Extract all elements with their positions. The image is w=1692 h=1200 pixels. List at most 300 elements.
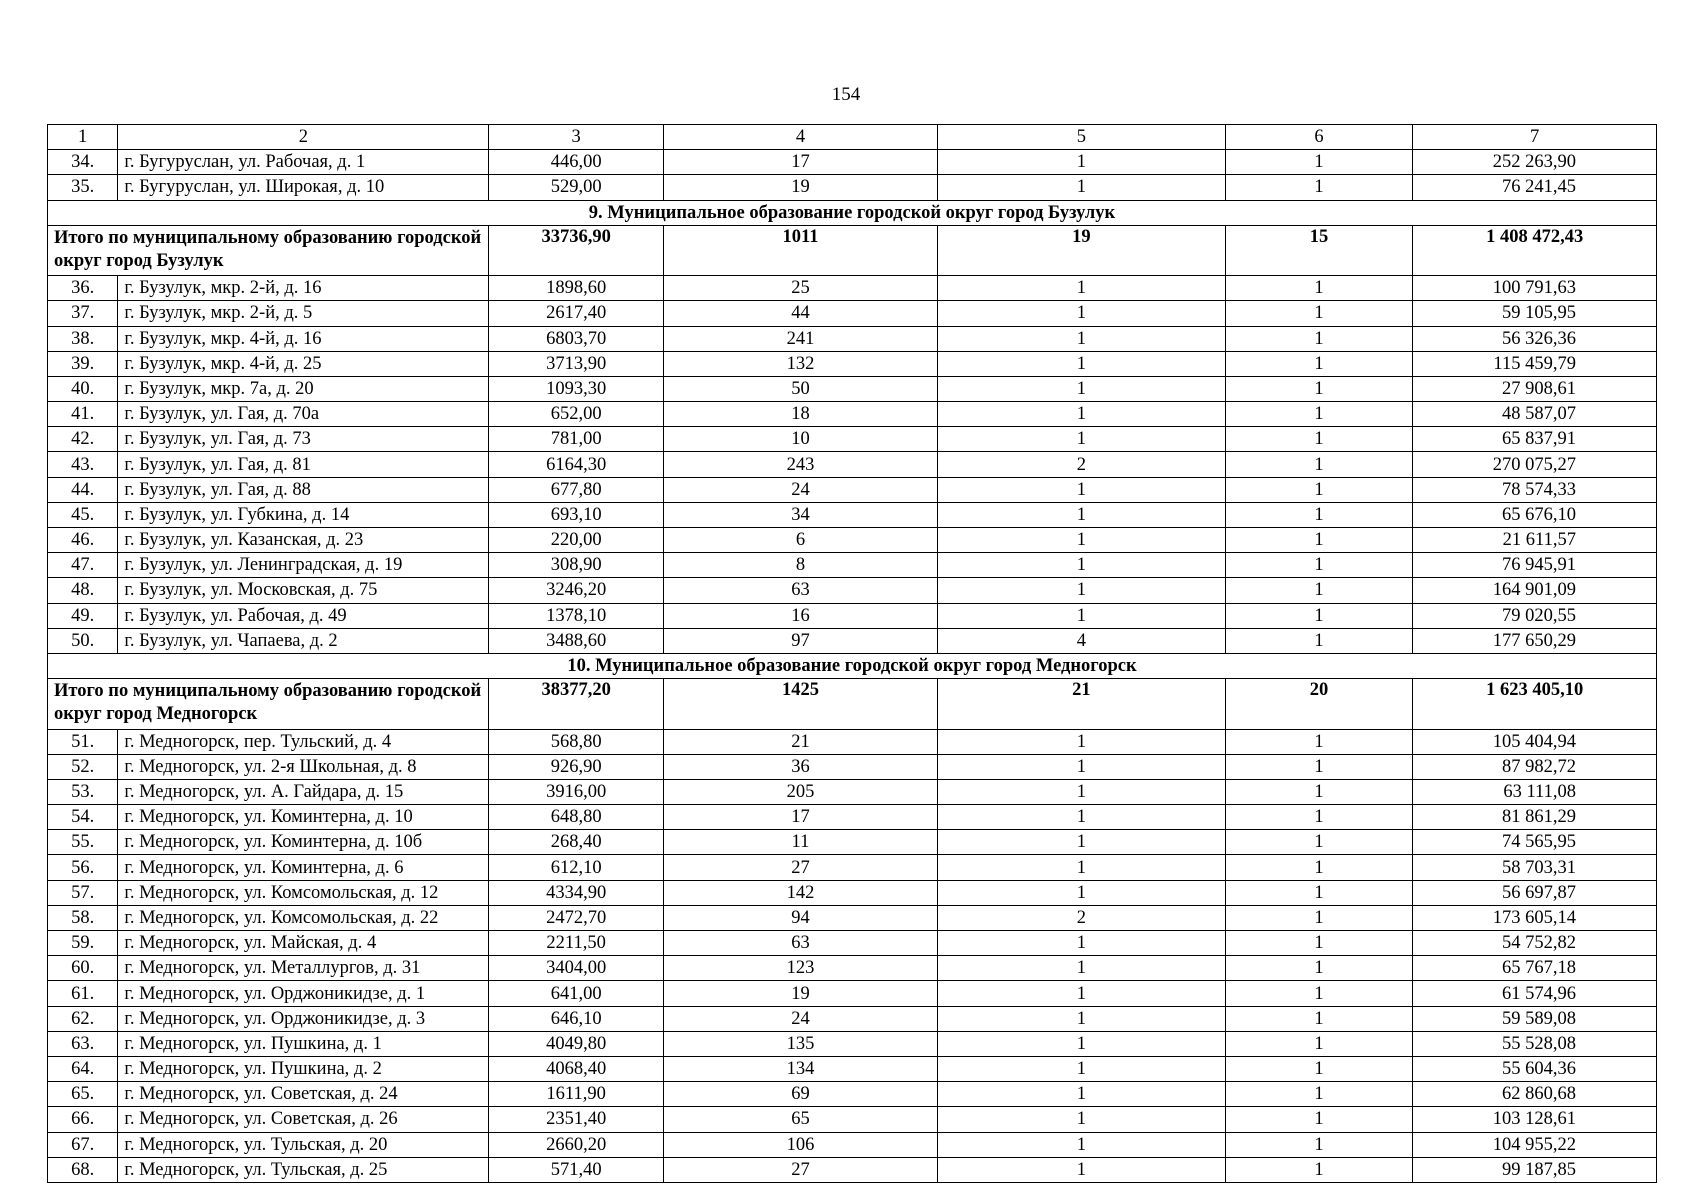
total-value-cell: 15 [1225, 225, 1413, 275]
count-cell: 1 [1225, 779, 1413, 804]
area-cell: 677,80 [489, 477, 663, 502]
table-row [48, 402, 1657, 427]
row-number-cell: 58. [48, 905, 118, 930]
residents-cell: 19 [663, 175, 937, 200]
row-number-cell: 57. [48, 880, 118, 905]
count-cell: 1 [1225, 528, 1413, 553]
address-cell: г. Бугуруслан, ул. Широкая, д. 10 [118, 175, 489, 200]
amount-cell: 65 837,91 [1413, 427, 1657, 452]
count-cell: 1 [1225, 603, 1413, 628]
area-cell: 3916,00 [489, 779, 663, 804]
count-cell: 1 [1225, 855, 1413, 880]
address-cell: г. Медногорск, ул. Комсомольская, д. 12 [118, 880, 489, 905]
area-cell: 2660,20 [489, 1132, 663, 1157]
table-row [48, 578, 1657, 603]
area-cell: 2351,40 [489, 1107, 663, 1132]
table-body [48, 125, 1657, 1183]
amount-cell: 59 105,95 [1413, 301, 1657, 326]
residents-cell: 27 [663, 855, 937, 880]
count-cell: 1 [1225, 150, 1413, 175]
residents-cell: 135 [663, 1031, 937, 1056]
table-row [48, 603, 1657, 628]
table-row [48, 754, 1657, 779]
housing-table [47, 124, 1657, 1183]
table-row [48, 956, 1657, 981]
total-value-cell: 38377,20 [489, 679, 663, 729]
row-number-cell: 66. [48, 1107, 118, 1132]
table-row [48, 301, 1657, 326]
count-cell: 1 [1225, 1132, 1413, 1157]
residents-cell: 44 [663, 301, 937, 326]
count-cell: 1 [938, 931, 1226, 956]
row-number-cell: 44. [48, 477, 118, 502]
amount-cell: 252 263,90 [1413, 150, 1657, 175]
table-row [48, 805, 1657, 830]
table-row [48, 528, 1657, 553]
count-cell: 1 [1225, 553, 1413, 578]
count-cell: 1 [1225, 1031, 1413, 1056]
address-cell: г. Медногорск, ул. Пушкина, д. 2 [118, 1056, 489, 1081]
row-number-cell: 48. [48, 578, 118, 603]
area-cell: 2472,70 [489, 905, 663, 930]
total-value-cell: 21 [938, 679, 1226, 729]
table-row [48, 452, 1657, 477]
address-cell: г. Бузулук, мкр. 4-й, д. 25 [118, 351, 489, 376]
address-cell: г. Бузулук, ул. Гая, д. 88 [118, 477, 489, 502]
address-cell: г. Бузулук, мкр. 2-й, д. 5 [118, 301, 489, 326]
count-cell: 1 [1225, 326, 1413, 351]
row-number-cell: 45. [48, 502, 118, 527]
area-cell: 646,10 [489, 1006, 663, 1031]
count-cell: 1 [938, 1082, 1226, 1107]
row-number-cell: 38. [48, 326, 118, 351]
table-row [48, 1132, 1657, 1157]
count-cell: 1 [1225, 905, 1413, 930]
row-number-cell: 65. [48, 1082, 118, 1107]
table-row [48, 1082, 1657, 1107]
amount-cell: 100 791,63 [1413, 276, 1657, 301]
area-cell: 2617,40 [489, 301, 663, 326]
amount-cell: 78 574,33 [1413, 477, 1657, 502]
count-cell: 1 [938, 1107, 1226, 1132]
residents-cell: 123 [663, 956, 937, 981]
count-cell: 1 [938, 603, 1226, 628]
count-cell: 1 [938, 729, 1226, 754]
row-number-cell: 52. [48, 754, 118, 779]
count-cell: 1 [1225, 805, 1413, 830]
residents-cell: 132 [663, 351, 937, 376]
count-cell: 1 [1225, 502, 1413, 527]
area-cell: 926,90 [489, 754, 663, 779]
residents-cell: 69 [663, 1082, 937, 1107]
area-cell: 3404,00 [489, 956, 663, 981]
table-row [48, 779, 1657, 804]
residents-cell: 11 [663, 830, 937, 855]
count-cell: 1 [938, 981, 1226, 1006]
residents-cell: 97 [663, 628, 937, 653]
area-cell: 6164,30 [489, 452, 663, 477]
table-row [48, 1056, 1657, 1081]
residents-cell: 205 [663, 779, 937, 804]
count-cell: 1 [1225, 1006, 1413, 1031]
total-value-cell: 1425 [663, 679, 937, 729]
area-cell: 268,40 [489, 830, 663, 855]
area-cell: 693,10 [489, 502, 663, 527]
count-cell: 1 [1225, 376, 1413, 401]
amount-cell: 55 528,08 [1413, 1031, 1657, 1056]
area-cell: 568,80 [489, 729, 663, 754]
residents-cell: 16 [663, 603, 937, 628]
amount-cell: 177 650,29 [1413, 628, 1657, 653]
area-cell: 781,00 [489, 427, 663, 452]
total-value-cell: 1011 [663, 225, 937, 275]
address-cell: г. Медногорск, ул. Коминтерна, д. 6 [118, 855, 489, 880]
amount-cell: 63 111,08 [1413, 779, 1657, 804]
count-cell: 1 [938, 351, 1226, 376]
row-number-cell: 55. [48, 830, 118, 855]
amount-cell: 270 075,27 [1413, 452, 1657, 477]
row-number-cell: 47. [48, 553, 118, 578]
address-cell: г. Медногорск, пер. Тульский, д. 4 [118, 729, 489, 754]
residents-cell: 134 [663, 1056, 937, 1081]
count-cell: 1 [1225, 1157, 1413, 1182]
table-row [48, 175, 1657, 200]
row-number-cell: 42. [48, 427, 118, 452]
table-row [48, 1031, 1657, 1056]
residents-cell: 34 [663, 502, 937, 527]
amount-cell: 105 404,94 [1413, 729, 1657, 754]
amount-cell: 59 589,08 [1413, 1006, 1657, 1031]
row-number-cell: 35. [48, 175, 118, 200]
area-cell: 4334,90 [489, 880, 663, 905]
amount-cell: 115 459,79 [1413, 351, 1657, 376]
count-cell: 1 [938, 754, 1226, 779]
count-cell: 1 [938, 402, 1226, 427]
column-number-cell: 7 [1413, 125, 1657, 150]
count-cell: 1 [938, 276, 1226, 301]
area-cell: 529,00 [489, 175, 663, 200]
section-title: 9. Муниципальное образование городской округ город Бузулук [48, 200, 1657, 225]
area-cell: 3488,60 [489, 628, 663, 653]
count-cell: 1 [1225, 276, 1413, 301]
address-cell: г. Бузулук, ул. Гая, д. 81 [118, 452, 489, 477]
count-cell: 1 [938, 376, 1226, 401]
address-cell: г. Медногорск, ул. Тульская, д. 25 [118, 1157, 489, 1182]
address-cell: г. Бузулук, ул. Московская, д. 75 [118, 578, 489, 603]
amount-cell: 81 861,29 [1413, 805, 1657, 830]
count-cell: 1 [1225, 880, 1413, 905]
residents-cell: 50 [663, 376, 937, 401]
area-cell: 1611,90 [489, 1082, 663, 1107]
residents-cell: 24 [663, 1006, 937, 1031]
amount-cell: 76 241,45 [1413, 175, 1657, 200]
address-cell: г. Медногорск, ул. Комсомольская, д. 22 [118, 905, 489, 930]
page-number: 154 [831, 84, 861, 105]
amount-cell: 27 908,61 [1413, 376, 1657, 401]
area-cell: 1093,30 [489, 376, 663, 401]
residents-cell: 106 [663, 1132, 937, 1157]
table-row [48, 1006, 1657, 1031]
residents-cell: 21 [663, 729, 937, 754]
total-value-cell: 1 408 472,43 [1413, 225, 1657, 275]
count-cell: 1 [938, 528, 1226, 553]
address-cell: г. Медногорск, ул. 2-я Школьная, д. 8 [118, 754, 489, 779]
count-cell: 1 [1225, 981, 1413, 1006]
address-cell: г. Медногорск, ул. Орджоникидзе, д. 3 [118, 1006, 489, 1031]
address-cell: г. Бузулук, ул. Ленинградская, д. 19 [118, 553, 489, 578]
amount-cell: 87 982,72 [1413, 754, 1657, 779]
area-cell: 3246,20 [489, 578, 663, 603]
section-total-row [48, 679, 1657, 729]
row-number-cell: 37. [48, 301, 118, 326]
residents-cell: 241 [663, 326, 937, 351]
amount-cell: 74 565,95 [1413, 830, 1657, 855]
residents-cell: 18 [663, 402, 937, 427]
area-cell: 308,90 [489, 553, 663, 578]
count-cell: 1 [1225, 1082, 1413, 1107]
count-cell: 1 [938, 1132, 1226, 1157]
count-cell: 1 [938, 578, 1226, 603]
residents-cell: 24 [663, 477, 937, 502]
area-cell: 4049,80 [489, 1031, 663, 1056]
amount-cell: 173 605,14 [1413, 905, 1657, 930]
table-row [48, 628, 1657, 653]
section-title-row [48, 653, 1657, 678]
amount-cell: 55 604,36 [1413, 1056, 1657, 1081]
residents-cell: 19 [663, 981, 937, 1006]
count-cell: 1 [1225, 175, 1413, 200]
residents-cell: 17 [663, 805, 937, 830]
count-cell: 1 [938, 150, 1226, 175]
amount-cell: 61 574,96 [1413, 981, 1657, 1006]
row-number-cell: 62. [48, 1006, 118, 1031]
table-row [48, 553, 1657, 578]
count-cell: 1 [938, 956, 1226, 981]
address-cell: г. Бузулук, ул. Гая, д. 70а [118, 402, 489, 427]
row-number-cell: 36. [48, 276, 118, 301]
area-cell: 641,00 [489, 981, 663, 1006]
table-row [48, 477, 1657, 502]
table-row [48, 981, 1657, 1006]
section-total-row [48, 225, 1657, 275]
table-row [48, 830, 1657, 855]
table-row [48, 276, 1657, 301]
row-number-cell: 64. [48, 1056, 118, 1081]
address-cell: г. Медногорск, ул. Пушкина, д. 1 [118, 1031, 489, 1056]
count-cell: 1 [938, 880, 1226, 905]
count-cell: 1 [938, 477, 1226, 502]
address-cell: г. Бузулук, ул. Гая, д. 73 [118, 427, 489, 452]
area-cell: 652,00 [489, 402, 663, 427]
residents-cell: 63 [663, 931, 937, 956]
address-cell: г. Медногорск, ул. Орджоникидзе, д. 1 [118, 981, 489, 1006]
table-row [48, 502, 1657, 527]
address-cell: г. Медногорск, ул. Коминтерна, д. 10 [118, 805, 489, 830]
row-number-cell: 39. [48, 351, 118, 376]
residents-cell: 65 [663, 1107, 937, 1132]
count-cell: 1 [938, 553, 1226, 578]
total-label: Итого по муниципальному образованию городской округ город Бузулук [48, 225, 489, 275]
area-cell: 4068,40 [489, 1056, 663, 1081]
address-cell: г. Медногорск, ул. Металлургов, д. 31 [118, 956, 489, 981]
row-number-cell: 41. [48, 402, 118, 427]
amount-cell: 99 187,85 [1413, 1157, 1657, 1182]
column-number-cell: 4 [663, 125, 937, 150]
column-number-cell: 2 [118, 125, 489, 150]
residents-cell: 8 [663, 553, 937, 578]
address-cell: г. Бузулук, мкр. 7а, д. 20 [118, 376, 489, 401]
count-cell: 1 [938, 1031, 1226, 1056]
residents-cell: 27 [663, 1157, 937, 1182]
table-row [48, 729, 1657, 754]
count-cell: 1 [938, 502, 1226, 527]
table-row [48, 150, 1657, 175]
count-cell: 1 [1225, 1056, 1413, 1081]
amount-cell: 65 676,10 [1413, 502, 1657, 527]
address-cell: г. Бугуруслан, ул. Рабочая, д. 1 [118, 150, 489, 175]
table-row [48, 931, 1657, 956]
area-cell: 446,00 [489, 150, 663, 175]
row-number-cell: 49. [48, 603, 118, 628]
amount-cell: 54 752,82 [1413, 931, 1657, 956]
residents-cell: 36 [663, 754, 937, 779]
address-cell: г. Бузулук, ул. Казанская, д. 23 [118, 528, 489, 553]
row-number-cell: 61. [48, 981, 118, 1006]
amount-cell: 58 703,31 [1413, 855, 1657, 880]
column-number-cell: 5 [938, 125, 1226, 150]
count-cell: 1 [938, 779, 1226, 804]
total-value-cell: 33736,90 [489, 225, 663, 275]
table-row [48, 855, 1657, 880]
amount-cell: 103 128,61 [1413, 1107, 1657, 1132]
count-cell: 2 [938, 905, 1226, 930]
count-cell: 1 [1225, 1107, 1413, 1132]
count-cell: 4 [938, 628, 1226, 653]
amount-cell: 164 901,09 [1413, 578, 1657, 603]
amount-cell: 104 955,22 [1413, 1132, 1657, 1157]
count-cell: 1 [1225, 628, 1413, 653]
table-row [48, 1157, 1657, 1182]
area-cell: 220,00 [489, 528, 663, 553]
count-cell: 1 [938, 1006, 1226, 1031]
table-row [48, 376, 1657, 401]
area-cell: 612,10 [489, 855, 663, 880]
amount-cell: 21 611,57 [1413, 528, 1657, 553]
count-cell: 1 [1225, 402, 1413, 427]
column-number-cell: 6 [1225, 125, 1413, 150]
count-cell: 1 [938, 301, 1226, 326]
count-cell: 1 [938, 326, 1226, 351]
row-number-cell: 43. [48, 452, 118, 477]
area-cell: 648,80 [489, 805, 663, 830]
address-cell: г. Бузулук, мкр. 2-й, д. 16 [118, 276, 489, 301]
address-cell: г. Бузулук, ул. Губкина, д. 14 [118, 502, 489, 527]
row-number-cell: 60. [48, 956, 118, 981]
table-row [48, 1107, 1657, 1132]
total-value-cell: 19 [938, 225, 1226, 275]
column-number-cell: 3 [489, 125, 663, 150]
residents-cell: 10 [663, 427, 937, 452]
table-row [48, 326, 1657, 351]
address-cell: г. Медногорск, ул. Коминтерна, д. 10б [118, 830, 489, 855]
count-cell: 1 [938, 175, 1226, 200]
row-number-cell: 51. [48, 729, 118, 754]
row-number-cell: 54. [48, 805, 118, 830]
area-cell: 6803,70 [489, 326, 663, 351]
count-cell: 1 [1225, 830, 1413, 855]
amount-cell: 76 945,91 [1413, 553, 1657, 578]
count-cell: 1 [938, 1157, 1226, 1182]
area-cell: 3713,90 [489, 351, 663, 376]
address-cell: г. Бузулук, ул. Рабочая, д. 49 [118, 603, 489, 628]
row-number-cell: 53. [48, 779, 118, 804]
count-cell: 1 [938, 427, 1226, 452]
amount-cell: 65 767,18 [1413, 956, 1657, 981]
table-row [48, 427, 1657, 452]
count-cell: 1 [1225, 301, 1413, 326]
residents-cell: 243 [663, 452, 937, 477]
count-cell: 1 [1225, 477, 1413, 502]
total-value-cell: 1 623 405,10 [1413, 679, 1657, 729]
count-cell: 1 [1225, 578, 1413, 603]
count-cell: 1 [938, 830, 1226, 855]
address-cell: г. Бузулук, ул. Чапаева, д. 2 [118, 628, 489, 653]
row-number-cell: 67. [48, 1132, 118, 1157]
amount-cell: 62 860,68 [1413, 1082, 1657, 1107]
address-cell: г. Медногорск, ул. Тульская, д. 20 [118, 1132, 489, 1157]
area-cell: 1898,60 [489, 276, 663, 301]
residents-cell: 94 [663, 905, 937, 930]
area-cell: 571,40 [489, 1157, 663, 1182]
table-row [48, 905, 1657, 930]
count-cell: 1 [1225, 956, 1413, 981]
count-cell: 1 [938, 805, 1226, 830]
column-number-row [48, 125, 1657, 150]
amount-cell: 56 697,87 [1413, 880, 1657, 905]
row-number-cell: 63. [48, 1031, 118, 1056]
row-number-cell: 46. [48, 528, 118, 553]
area-cell: 2211,50 [489, 931, 663, 956]
row-number-cell: 68. [48, 1157, 118, 1182]
row-number-cell: 59. [48, 931, 118, 956]
residents-cell: 6 [663, 528, 937, 553]
total-label: Итого по муниципальному образованию городской округ город Медногорск [48, 679, 489, 729]
row-number-cell: 40. [48, 376, 118, 401]
section-title: 10. Муниципальное образование городской округ город Медногорск [48, 653, 1657, 678]
amount-cell: 56 326,36 [1413, 326, 1657, 351]
section-title-row [48, 200, 1657, 225]
amount-cell: 48 587,07 [1413, 402, 1657, 427]
count-cell: 2 [938, 452, 1226, 477]
table-row [48, 351, 1657, 376]
table-row [48, 880, 1657, 905]
address-cell: г. Бузулук, мкр. 4-й, д. 16 [118, 326, 489, 351]
residents-cell: 142 [663, 880, 937, 905]
count-cell: 1 [1225, 351, 1413, 376]
row-number-cell: 50. [48, 628, 118, 653]
total-value-cell: 20 [1225, 679, 1413, 729]
count-cell: 1 [1225, 931, 1413, 956]
row-number-cell: 56. [48, 855, 118, 880]
row-number-cell: 34. [48, 150, 118, 175]
residents-cell: 17 [663, 150, 937, 175]
residents-cell: 63 [663, 578, 937, 603]
address-cell: г. Медногорск, ул. Советская, д. 26 [118, 1107, 489, 1132]
address-cell: г. Медногорск, ул. Майская, д. 4 [118, 931, 489, 956]
count-cell: 1 [1225, 427, 1413, 452]
column-number-cell: 1 [48, 125, 118, 150]
count-cell: 1 [1225, 729, 1413, 754]
